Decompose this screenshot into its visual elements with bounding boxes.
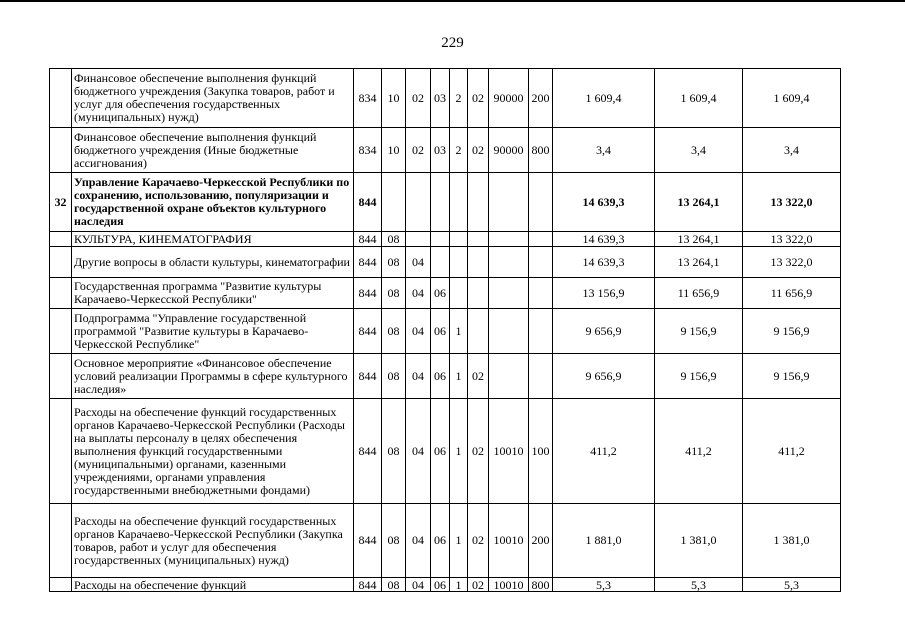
code-subprogram: 1 [450, 354, 468, 399]
row-name: Подпрограмма "Управление государственной программой "Развитие культуры в Карачаево-Черкесской Республике" [72, 309, 354, 354]
code-direction [489, 247, 529, 278]
code-event: 02 [468, 128, 489, 173]
code-program: 06 [431, 278, 450, 309]
amount-year-3: 13 322,0 [743, 232, 841, 247]
code-expense-type [529, 278, 553, 309]
table-row [50, 247, 841, 278]
code-subsection: 04 [406, 247, 431, 278]
row-index [50, 232, 72, 247]
code-subprogram: 2 [450, 69, 468, 128]
code-subsection: 02 [406, 69, 431, 128]
code-section: 08 [382, 354, 406, 399]
row-name: Расходы на обеспечение функций государственных органов Карачаево-Черкесской Республики (Закупка товаров, работ и услуг для обеспечения государственных (муниципальных) нужд) [72, 504, 354, 578]
code-event: 02 [468, 399, 489, 504]
amount-year-2: 5,3 [655, 578, 743, 592]
code-subprogram: 1 [450, 309, 468, 354]
code-expense-type [529, 354, 553, 399]
code-program: 03 [431, 128, 450, 173]
code-subprogram: 2 [450, 128, 468, 173]
code-subsection: 02 [406, 128, 431, 173]
code-ministry: 844 [354, 504, 382, 578]
amount-year-3: 11 656,9 [743, 278, 841, 309]
code-expense-type [529, 173, 553, 232]
amount-year-2: 1 381,0 [655, 504, 743, 578]
code-event: 02 [468, 504, 489, 578]
code-direction [489, 354, 529, 399]
code-expense-type [529, 247, 553, 278]
code-section: 08 [382, 309, 406, 354]
code-ministry: 844 [354, 399, 382, 504]
code-ministry: 844 [354, 247, 382, 278]
code-event: 02 [468, 354, 489, 399]
code-program: 03 [431, 69, 450, 128]
table-row [50, 578, 841, 592]
amount-year-3: 3,4 [743, 128, 841, 173]
amount-year-1: 9 656,9 [553, 309, 655, 354]
amount-year-1: 5,3 [553, 578, 655, 592]
code-section: 08 [382, 278, 406, 309]
code-section: 08 [382, 578, 406, 592]
code-direction [489, 232, 529, 247]
code-ministry: 844 [354, 578, 382, 592]
row-name: Расходы на обеспечение функций государственных органов Карачаево-Черкесской Республики (Расходы на выплаты персоналу в целях обеспечения выполнения функций государственными (муниципальными) органами, казенными учреждениями, органами управления государственными внебюджетными фондами) [72, 399, 354, 504]
amount-year-3: 9 156,9 [743, 354, 841, 399]
code-subprogram: 1 [450, 578, 468, 592]
amount-year-2: 13 264,1 [655, 247, 743, 278]
row-index [50, 247, 72, 278]
amount-year-1: 1 609,4 [553, 69, 655, 128]
row-name: Другие вопросы в области культуры, кинематографии [72, 247, 354, 278]
amount-year-2: 9 156,9 [655, 309, 743, 354]
row-index [50, 278, 72, 309]
code-program: 06 [431, 578, 450, 592]
code-ministry: 844 [354, 354, 382, 399]
code-event: 02 [468, 578, 489, 592]
budget-table [49, 68, 841, 592]
page-top-border [0, 0, 905, 2]
code-direction: 10010 [489, 399, 529, 504]
amount-year-3: 1 381,0 [743, 504, 841, 578]
code-subsection: 04 [406, 578, 431, 592]
row-index [50, 309, 72, 354]
code-direction [489, 309, 529, 354]
amount-year-1: 14 639,3 [553, 173, 655, 232]
code-event [468, 278, 489, 309]
code-ministry: 834 [354, 69, 382, 128]
code-event [468, 247, 489, 278]
table-row [50, 69, 841, 128]
code-expense-type: 800 [529, 128, 553, 173]
code-expense-type: 200 [529, 504, 553, 578]
code-subprogram [450, 278, 468, 309]
code-program [431, 247, 450, 278]
code-expense-type: 800 [529, 578, 553, 592]
code-section: 08 [382, 247, 406, 278]
amount-year-2: 13 264,1 [655, 232, 743, 247]
table-row [50, 278, 841, 309]
row-index [50, 354, 72, 399]
code-event [468, 173, 489, 232]
code-subsection: 04 [406, 278, 431, 309]
table-row [50, 173, 841, 232]
code-section: 08 [382, 399, 406, 504]
amount-year-3: 13 322,0 [743, 173, 841, 232]
code-expense-type: 200 [529, 69, 553, 128]
code-subprogram [450, 232, 468, 247]
amount-year-2: 13 264,1 [655, 173, 743, 232]
code-section [382, 173, 406, 232]
code-program: 06 [431, 309, 450, 354]
row-name: Расходы на обеспечение функций [72, 578, 354, 592]
code-program: 06 [431, 504, 450, 578]
code-direction [489, 278, 529, 309]
amount-year-2: 9 156,9 [655, 354, 743, 399]
code-subsection [406, 173, 431, 232]
amount-year-2: 411,2 [655, 399, 743, 504]
code-ministry: 844 [354, 309, 382, 354]
row-index: 32 [50, 173, 72, 232]
amount-year-3: 5,3 [743, 578, 841, 592]
table-row [50, 354, 841, 399]
row-name: Финансовое обеспечение выполнения функций бюджетного учреждения (Закупка товаров, работ и услуг для обеспечения государственных (муниципальных) нужд) [72, 69, 354, 128]
amount-year-3: 411,2 [743, 399, 841, 504]
code-subprogram: 1 [450, 399, 468, 504]
table-row [50, 232, 841, 247]
code-event: 02 [468, 69, 489, 128]
amount-year-3: 9 156,9 [743, 309, 841, 354]
code-ministry: 844 [354, 173, 382, 232]
row-index [50, 504, 72, 578]
code-subprogram: 1 [450, 504, 468, 578]
code-direction [489, 173, 529, 232]
code-direction: 10010 [489, 578, 529, 592]
code-ministry: 834 [354, 128, 382, 173]
row-index [50, 69, 72, 128]
row-index [50, 399, 72, 504]
page-number: 229 [441, 35, 464, 51]
code-subsection: 04 [406, 399, 431, 504]
row-name: Государственная программа "Развитие культуры Карачаево-Черкесской Республики" [72, 278, 354, 309]
table-row [50, 504, 841, 578]
code-expense-type: 100 [529, 399, 553, 504]
amount-year-3: 1 609,4 [743, 69, 841, 128]
row-index [50, 128, 72, 173]
amount-year-1: 9 656,9 [553, 354, 655, 399]
code-subsection: 04 [406, 354, 431, 399]
row-name: КУЛЬТУРА, КИНЕМАТОГРАФИЯ [72, 232, 354, 247]
code-program: 06 [431, 399, 450, 504]
amount-year-2: 3,4 [655, 128, 743, 173]
code-section: 10 [382, 128, 406, 173]
code-event [468, 232, 489, 247]
amount-year-1: 1 881,0 [553, 504, 655, 578]
amount-year-1: 13 156,9 [553, 278, 655, 309]
row-name: Управление Карачаево-Черкесской Республики по сохранению, использованию, популяризации и государственной охране объектов культурного наследия [72, 173, 354, 232]
table-row [50, 128, 841, 173]
table-row [50, 309, 841, 354]
code-subprogram [450, 247, 468, 278]
amount-year-1: 14 639,3 [553, 232, 655, 247]
code-expense-type [529, 232, 553, 247]
amount-year-2: 1 609,4 [655, 69, 743, 128]
code-subsection: 04 [406, 504, 431, 578]
code-expense-type [529, 309, 553, 354]
code-event [468, 309, 489, 354]
code-section: 08 [382, 232, 406, 247]
code-direction: 90000 [489, 128, 529, 173]
code-subsection: 04 [406, 309, 431, 354]
table-row [50, 399, 841, 504]
row-index [50, 578, 72, 592]
code-direction: 90000 [489, 69, 529, 128]
amount-year-2: 11 656,9 [655, 278, 743, 309]
amount-year-1: 411,2 [553, 399, 655, 504]
code-subprogram [450, 173, 468, 232]
code-subsection [406, 232, 431, 247]
code-program: 06 [431, 354, 450, 399]
code-direction: 10010 [489, 504, 529, 578]
code-program [431, 173, 450, 232]
code-program [431, 232, 450, 247]
amount-year-1: 14 639,3 [553, 247, 655, 278]
code-ministry: 844 [354, 278, 382, 309]
code-section: 10 [382, 69, 406, 128]
row-name: Финансовое обеспечение выполнения функций бюджетного учреждения (Иные бюджетные ассигнования) [72, 128, 354, 173]
amount-year-3: 13 322,0 [743, 247, 841, 278]
code-section: 08 [382, 504, 406, 578]
code-ministry: 844 [354, 232, 382, 247]
row-name: Основное мероприятие «Финансовое обеспечение условий реализации Программы в сфере культурного наследия» [72, 354, 354, 399]
amount-year-1: 3,4 [553, 128, 655, 173]
